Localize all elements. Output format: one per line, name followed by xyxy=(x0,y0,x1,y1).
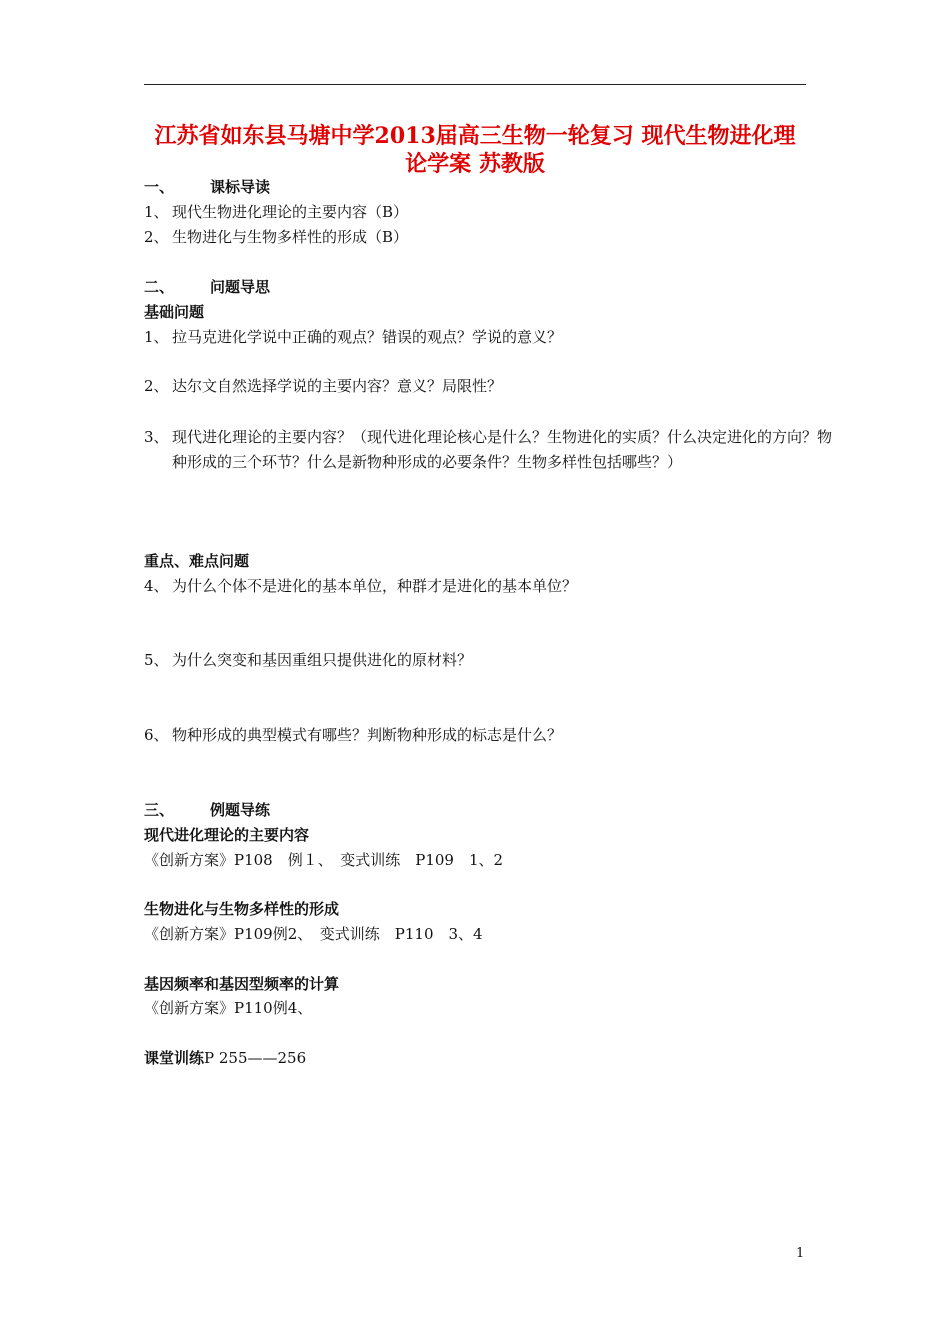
question-5 xyxy=(144,649,472,671)
topic-1-reference: 《创新方案》P108 例１、 变式训练 P109 1、2 xyxy=(144,851,504,869)
topic-3-heading: 基因频率和基因型频率的计算 xyxy=(144,975,340,993)
subheading-key: 重点、难点问题 xyxy=(144,552,250,570)
section3-heading: 例题导练 xyxy=(210,801,271,819)
subheading-basic: 基础问题 xyxy=(144,303,205,321)
page-number: 1 xyxy=(796,1246,805,1261)
question-num: 3、 xyxy=(144,428,169,446)
question-4 xyxy=(144,575,577,597)
section3-num: 三、 xyxy=(144,801,175,819)
section1-header xyxy=(144,176,270,198)
item-text: 生物进化与生物多样性的形成（B） xyxy=(172,228,409,246)
question-text: 物种形成的典型模式有哪些？判断物种形成的标志是什么？ xyxy=(172,726,563,744)
question-text: 现代进化理论的主要内容？（现代进化理论核心是什么？生物进化的实质？什么决定进化的方向？物种形成的三个环节？什么是新物种形成的必要条件？生物多样性包括哪些？） xyxy=(172,428,833,471)
question-num: 5、 xyxy=(144,651,169,669)
question-3 xyxy=(144,425,834,475)
document-title: 江苏省如东县马塘中学2013届高三生物一轮复习 现代生物进化理论学案 苏教版 xyxy=(154,123,796,177)
section2-num: 二、 xyxy=(144,278,175,296)
class-training xyxy=(144,1047,306,1069)
question-1 xyxy=(144,326,562,348)
section2-heading: 问题导思 xyxy=(210,278,271,296)
item-num: 1、 xyxy=(144,203,169,221)
question-num: 4、 xyxy=(144,577,169,595)
section2-header xyxy=(144,276,270,298)
item-num: 2、 xyxy=(144,228,169,246)
section3-header xyxy=(144,799,270,821)
question-text: 达尔文自然选择学说的主要内容？意义？局限性？ xyxy=(172,377,503,395)
question-num: 2、 xyxy=(144,377,169,395)
topic-2-reference: 《创新方案》P109例2、 变式训练 P110 3、4 xyxy=(144,925,483,943)
header-rule xyxy=(144,84,806,85)
question-num: 1、 xyxy=(144,328,169,346)
class-training-label: 课堂训练 xyxy=(144,1049,205,1067)
section1-heading: 课标导读 xyxy=(210,178,271,196)
question-text: 为什么个体不是进化的基本单位，种群才是进化的基本单位？ xyxy=(172,577,578,595)
class-training-ref: P 255——256 xyxy=(204,1049,307,1067)
topic-1-heading: 现代进化理论的主要内容 xyxy=(144,826,310,844)
topic-2-heading: 生物进化与生物多样性的形成 xyxy=(144,900,340,918)
section1-item-1 xyxy=(144,201,408,223)
section1-item-2 xyxy=(144,226,408,248)
question-6 xyxy=(144,724,562,746)
section1-num: 一、 xyxy=(144,178,175,196)
question-num: 6、 xyxy=(144,726,169,744)
item-text: 现代生物进化理论的主要内容（B） xyxy=(172,203,409,221)
question-text: 拉马克进化学说中正确的观点？错误的观点？学说的意义？ xyxy=(172,328,563,346)
question-2 xyxy=(144,375,502,397)
question-text: 为什么突变和基因重组只提供进化的原材料？ xyxy=(172,651,473,669)
topic-3-reference: 《创新方案》P110例4、 xyxy=(144,999,313,1017)
